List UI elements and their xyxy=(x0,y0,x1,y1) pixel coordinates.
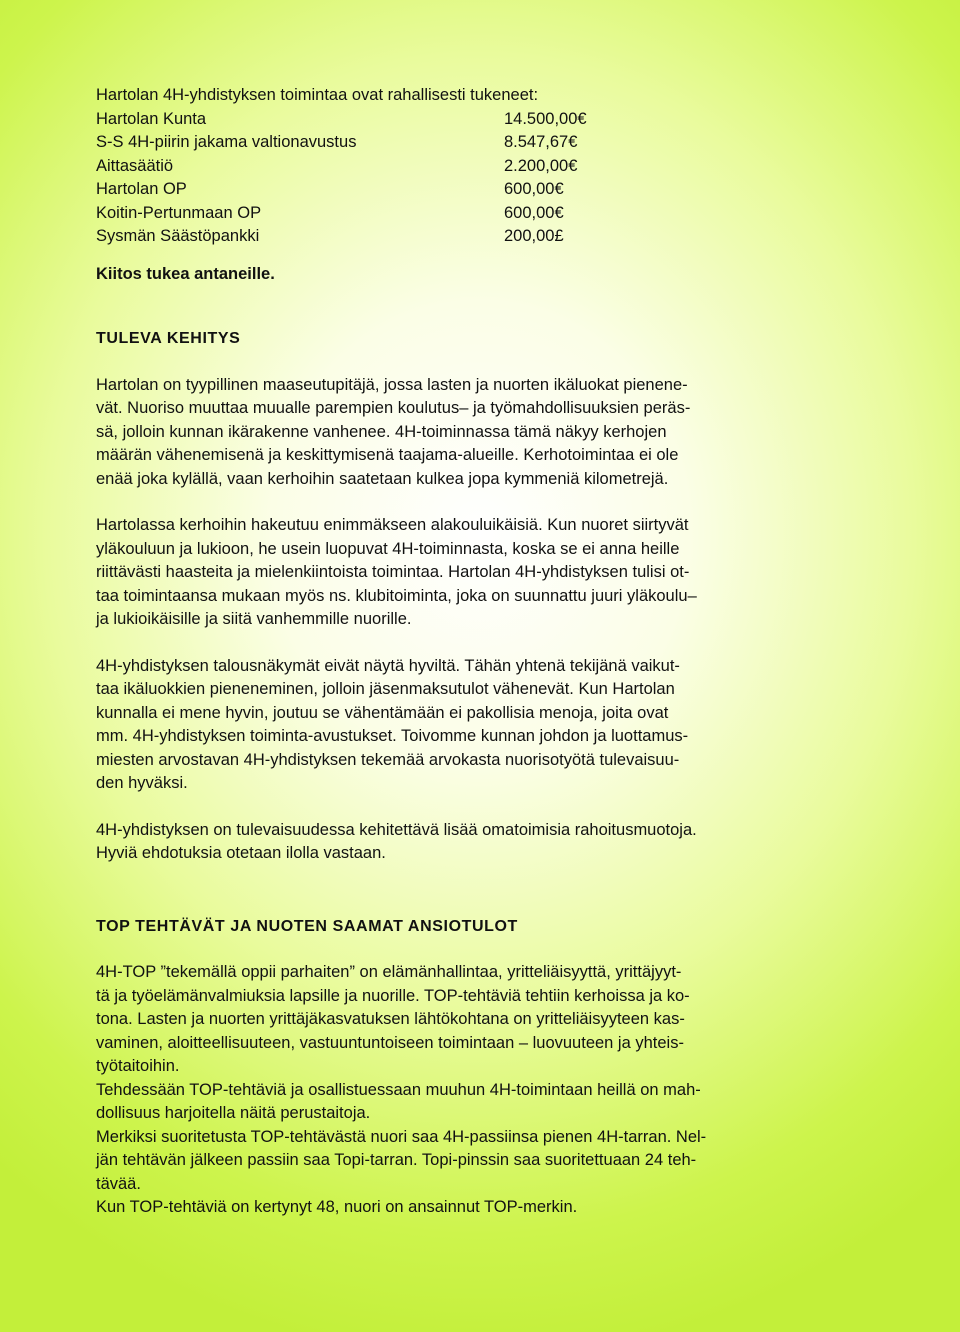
funding-intro: Hartolan 4H-yhdistyksen toimintaa ovat rahallisesti tukeneet: xyxy=(96,86,539,104)
text-line: tä ja työelämänvalmiuksia lapsille ja nuorille. TOP-tehtäviä tehtiin kerhoissa ja ko- xyxy=(96,986,690,1005)
sponsor-row xyxy=(96,202,866,226)
text-line: työtaitoihin. xyxy=(96,1057,180,1075)
document-page xyxy=(96,84,866,1220)
sponsor-name: Hartolan OP xyxy=(96,180,187,198)
text-line: vät. Nuoriso muuttaa muualle parempien koulutus– ja työmahdollisuuksien peräs- xyxy=(96,399,691,417)
sponsor-amount: 8.547,67€ xyxy=(504,133,578,151)
sponsor-name: Hartolan Kunta xyxy=(96,109,207,128)
future-paragraph-1 xyxy=(96,374,866,492)
text-line: riittävästi haasteita ja mielenkiintoista toimintaa. Hartolan 4H-yhdistyksen tulisi ot- xyxy=(96,563,690,581)
section-heading-future: TULEVA KEHITYS xyxy=(96,330,241,347)
top-section xyxy=(96,915,866,1220)
text-line: taa ikäluokkien pieneneminen, jolloin jäsenmaksutulot vähenevät. Kun Hartolan xyxy=(96,680,675,698)
text-line: tävää. xyxy=(96,1174,141,1193)
sponsor-name: S-S 4H-piirin jakama valtionavustus xyxy=(96,133,357,151)
text-line: 4H-yhdistyksen on tulevaisuudessa kehitettävä lisää omatoimisia rahoitusmuotoja. xyxy=(96,820,697,839)
sponsor-row xyxy=(96,178,866,202)
text-line: sä, jolloin kunnan ikärakenne vanhenee. 4H-toiminnassa tämä näkyy kerhojen xyxy=(96,422,667,441)
text-line: Hyviä ehdotuksia otetaan ilolla vastaan. xyxy=(96,844,386,862)
future-paragraph-4 xyxy=(96,819,866,866)
sponsor-row xyxy=(96,108,866,132)
text-line: ja lukioikäisille ja siitä vanhemmille nuorille. xyxy=(96,610,412,628)
text-line: yläkouluun ja lukioon, he usein luopuvat 4H-toiminnasta, koska se ei anna heille xyxy=(96,539,680,558)
text-line: dollisuus harjoitella näitä perustaitoja. xyxy=(96,1104,371,1122)
sponsor-row xyxy=(96,155,866,179)
text-line: enää joka kylällä, vaan kerhoihin saatetaan kulkea jopa kymmeniä kilometrejä. xyxy=(96,469,669,488)
text-line: vaminen, aloitteellisuuteen, vastuuntuntoiseen toimintaan – luovuuteen ja yhteis- xyxy=(96,1033,684,1052)
sponsor-amount: 600,00€ xyxy=(504,203,564,222)
text-line: jän tehtävän jälkeen passiin saa Topi-tarran. Topi-pinssin saa suoritettuaan 24 teh- xyxy=(96,1151,697,1169)
text-line: tona. Lasten ja nuorten yrittäjäkasvatuksen lähtökohtana on yritteliäisyyteen kas- xyxy=(96,1010,685,1028)
top-paragraph xyxy=(96,961,866,1220)
sponsor-amount: 2.200,00€ xyxy=(504,156,578,175)
text-line: Hartolassa kerhoihin hakeutuu enimmäkseen alakouluikäisiä. Kun nuoret siirtyvät xyxy=(96,516,689,534)
text-line: Merkiksi suoritetusta TOP-tehtävästä nuori saa 4H-passiinsa pienen 4H-tarran. Nel- xyxy=(96,1127,707,1146)
future-section xyxy=(96,327,866,866)
sponsor-amount: 200,00£ xyxy=(504,227,564,245)
sponsor-row xyxy=(96,225,866,249)
future-paragraph-3 xyxy=(96,655,866,796)
text-line: Tehdessään TOP-tehtäviä ja osallistuessaan muuhun 4H-toimintaan heillä on mah- xyxy=(96,1080,701,1099)
text-line: mm. 4H-yhdistyksen toiminta-avustukset. Toivomme kunnan johdon ja luottamus- xyxy=(96,727,689,745)
text-line: 4H-yhdistyksen talousnäkymät eivät näytä hyviltä. Tähän yhtenä tekijänä vaikut- xyxy=(96,656,680,675)
text-line: taa toimintaansa mukaan myös ns. klubitoiminta, joka on suunnattu juuri yläkoulu– xyxy=(96,586,697,605)
sponsor-amount: 14.500,00€ xyxy=(504,109,587,128)
sponsor-row xyxy=(96,131,866,155)
sponsor-amount: 600,00€ xyxy=(504,180,564,198)
funding-section xyxy=(96,84,866,286)
sponsor-name: Aittasäätiö xyxy=(96,156,174,175)
sponsor-name: Sysmän Säästöpankki xyxy=(96,227,260,245)
text-line: 4H-TOP ”tekemällä oppii parhaiten” on elämänhallintaa, yritteliäisyyttä, yrittäjyyt- xyxy=(96,963,682,981)
text-line: den hyväksi. xyxy=(96,774,188,792)
text-line: Kun TOP-tehtäviä on kertynyt 48, nuori on ansainnut TOP-merkin. xyxy=(96,1198,578,1216)
section-heading-top: TOP TEHTÄVÄT JA NUOTEN SAAMAT ANSIOTULOT xyxy=(96,917,518,935)
text-line: miesten arvostavan 4H-yhdistyksen tekemää arvokasta nuorisotyötä tulevaisuu- xyxy=(96,750,680,769)
future-paragraph-2 xyxy=(96,514,866,632)
text-line: määrän vähenemisenä ja keskittymisenä taajama-alueille. Kerhotoimintaa ei ole xyxy=(96,446,679,464)
funding-thanks: Kiitos tukea antaneille. xyxy=(96,264,275,283)
sponsor-name: Koitin-Pertunmaan OP xyxy=(96,203,262,222)
text-line: kunnalla ei mene hyvin, joutuu se vähentämään ei pakollisia menoja, joita ovat xyxy=(96,703,669,722)
text-line: Hartolan on tyypillinen maaseutupitäjä, jossa lasten ja nuorten ikäluokat pienene- xyxy=(96,375,688,394)
